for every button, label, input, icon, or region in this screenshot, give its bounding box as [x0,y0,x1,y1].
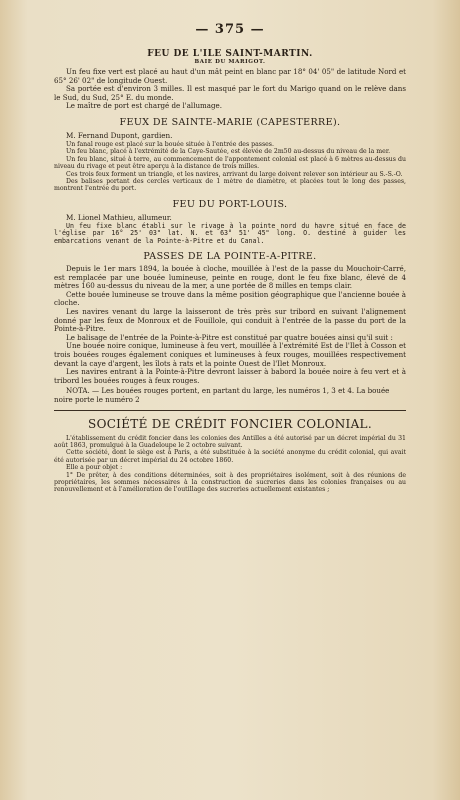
paragraph: Depuis le 1er mars 1894, la bouée à cloche, mouillée à l'est de la passe du Mouchoir-Carré, est remplacée par une bouée lumineuse, peinte en rouge, dont le feu fixe blanc, élevé de 4 mètres 160 au-dessus du niveau de la mer, a une portée de 8 milles en temps clair. [54,264,406,291]
section-title-port-louis: FEU DU PORT-LOUIS. [172,198,288,210]
page-number: — 375 — [195,22,265,37]
paragraph: 1° De prêter, à des conditions déterminées, soit à des propriétaires isolément, soit à des réunions de propriétaires, les sommes nécessaires à la construction de sucreries dans les colonies françaises ou au renouvellement et à l'amélioration de l'outillage des sucreries actuellement existantes ; [54,471,406,494]
section-subtitle-marigot: BAIE DU MARIGOT. [194,59,266,65]
keeper-name: M. Lionel Mathieu, allumeur. [66,212,172,222]
paragraph: Sa portée est d'environ 3 milles. Il est masqué par le fort du Marigo quand on le relève dans le Sud, du Sud, 25° E. du monde. [54,84,406,102]
paragraph: Le maître de port est chargé de l'allumage. [66,101,222,111]
paragraph: Elle a pour objet : [66,464,123,472]
paragraph: Le balisage de l'entrée de la Pointe-à-Pitre est constitué par quatre bouées ainsi qu'il suit : [66,332,393,342]
text-column [54,22,406,494]
paragraph: Des balises portant des cercles verticaux de 1 mètre de diamètre, et placées tout le long des passes, montrent l'entrée du port. [54,178,406,193]
paragraph: Ces trois feux forment un triangle, et les navires, arrivant du large doivent relever son intérieur au S.-S.-O. [66,170,403,178]
paragraph: Cette société, dont le siège est à Paris, a été substituée à la société anonyme du crédit colonial, qui avait été autorisée par un décret impérial du 24 octobre 1860. [54,449,406,464]
paragraph: L'établissement du crédit foncier dans les colonies des Antilles a été autorisé par un décret impérial du 31 août 1863, promulgué à la Guadeloupe le 2 octobre suivant. [54,434,406,449]
section-title-saint-martin: FEU DE L'ILE SAINT-MARTIN. [147,49,313,59]
paragraph: Un feu fixe vert est placé au haut d'un mât peint en blanc par 18° 04' 05" de latitude Nord et 65° 26' 02" de longitude Ouest. [54,67,406,85]
paragraph: Les navires entrant à la Pointe-à-Pitre devront laisser à babord la bouée noire à feu vert et à tribord les bouées rouges à feux rouges. [54,367,406,385]
paragraph: Cette bouée lumineuse se trouve dans la même position géographique que l'ancienne bouée à cloche. [54,289,406,308]
section-title-sainte-marie: FEUX DE SAINTE-MARIE (CAPESTERRE). [119,116,341,128]
nota-note: NOTA. — Les bouées rouges portent, en partant du large, les numéros 1, 3 et 4. La bouée noire porte le numéro 2 [54,386,390,404]
keeper-name: M. Fernand Dupont, gardien. [66,130,173,140]
section-title-credit-foncier: SOCIÉTÉ DE CRÉDIT FONCIER COLONIAL. [88,416,372,431]
section-divider [54,410,406,411]
paragraph: Une bouée noire conique, lumineuse à feu vert, mouillée à l'extrémité Est de l'Ilet à Cosson et trois bouées rouges également coniques et lumineuses à feux rouges, mouillées respectivement devant la caye d'argent, les îlots à rats et la pointe Ouest de l'Ilet Monroux. [54,341,406,368]
paragraph: Un feu blanc, placé à l'extrémité de la Caye-Sautée, est élevée de 2m50 au-dessus du niveau de la mer. [66,148,391,156]
paragraph: Un feu blanc, situé à terre, au commencement de l'appontement colonial est placé à 6 mètres au-dessus du niveau du rivage et peut être aperçu à la distance de trois milles. [54,155,406,171]
paragraph: Les navires venant du large la laisseront de très près sur tribord en suivant l'alignement donné par les feux de Monroux et de Fouillole, qui conduit à l'entrée de la passe du port de la Pointe-à-Pitre. [54,307,406,334]
paragraph: Un fanal rouge est placé sur la bouée située à l'entrée des passes. [66,140,274,148]
section-title-pointe-a-pitre: PASSES DE LA POINTE-A-PITRE. [143,251,317,263]
paragraph: Un feu fixe blanc établi sur le rivage à la pointe nord du havre situé en face de l'église par 16° 25' 03" lat. N. et 63° 51' 45" long. O. destiné à guider les embarcations venant de la Pointe-à-Pitre et du Canal. [54,221,406,245]
